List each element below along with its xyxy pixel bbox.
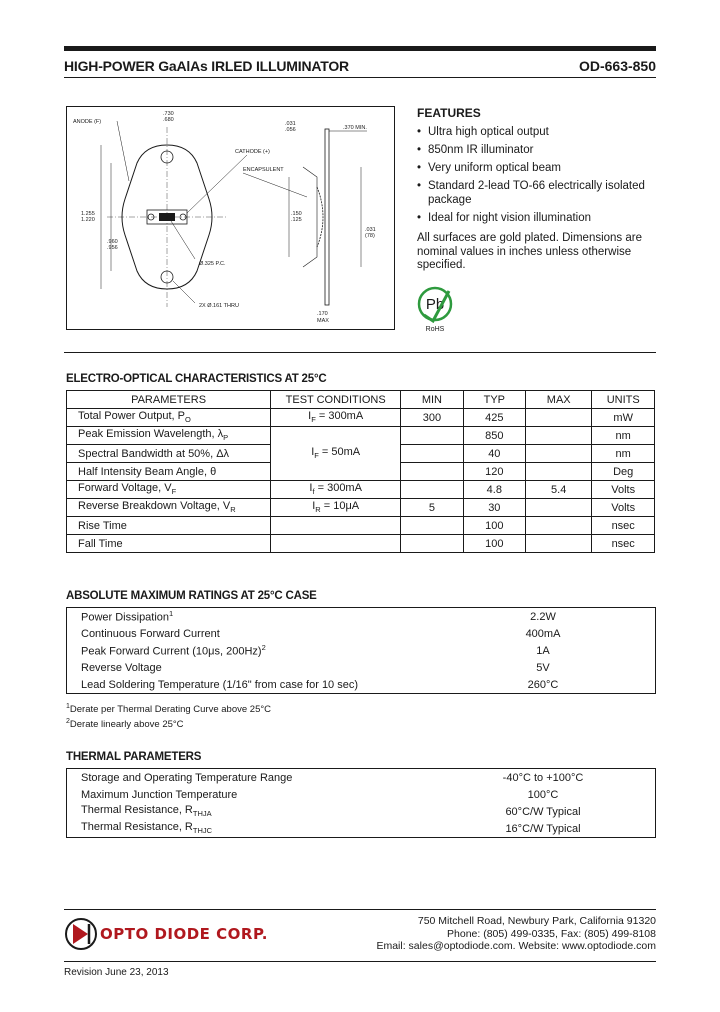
max-cell: [526, 535, 592, 553]
company-logo: [64, 914, 98, 954]
table-row: [67, 463, 655, 481]
units-cell: Volts: [592, 499, 655, 517]
value-cell: 5V: [536, 661, 550, 674]
drawing-dim-thick-2: .056: [285, 127, 296, 133]
part-number: OD-663-850: [578, 58, 656, 74]
units-cell: Deg: [592, 463, 655, 481]
min-cell: [401, 481, 463, 499]
header-cell: TYP: [463, 391, 525, 409]
table-row: [67, 820, 656, 838]
electro-optical-title: ELECTRO-OPTICAL CHARACTERISTICS AT 25°C: [66, 373, 327, 385]
features-list: [417, 126, 662, 230]
param-cell: Spectral Bandwidth at 50%, Δλ: [67, 445, 271, 463]
rohs-badge: [415, 285, 455, 335]
param-cell: Forward Voltage, $V_F$: [67, 481, 271, 499]
drawing-dim-top-2: .680: [163, 117, 174, 123]
feature-item: • 850nm IR illuminator: [417, 144, 662, 158]
min-cell: [401, 427, 463, 445]
value-cell: 2.2W: [530, 610, 556, 623]
document-title: HIGH-POWER GaAlAs IRLED ILLUMINATOR: [64, 58, 349, 74]
rohs-label: RoHS: [425, 326, 445, 333]
header-cell: TEST CONDITIONS: [271, 391, 401, 409]
param-cell: Fall Time: [67, 535, 271, 553]
drawing-dim-thick-1: .031: [285, 121, 296, 127]
units-cell: nsec: [592, 535, 655, 553]
condition-cell: $I_R = 10\mu A$: [271, 499, 401, 517]
value-cell: 260°C: [527, 678, 559, 691]
header-cell: MIN: [401, 391, 463, 409]
header-rule: [64, 77, 656, 78]
max-cell: [526, 499, 592, 517]
feature-item: • Standard 2-lead TO-66 electrically isolated package: [417, 180, 662, 207]
footnote: $^2$Derate linearly above 25°C: [66, 718, 184, 731]
drawing-dim-top-1: .730: [163, 111, 174, 117]
typ-cell: 4.8: [463, 481, 525, 499]
typ-cell: 100: [463, 517, 525, 535]
drawing-dim-encapsulent-2: .125: [291, 217, 302, 223]
table-row: [67, 535, 655, 553]
typ-cell: 425: [463, 409, 525, 427]
absolute-max-title: ABSOLUTE MAXIMUM RATINGS AT 25°C CASE: [66, 590, 317, 602]
diode-logo-icon: [64, 914, 98, 954]
features-note: All surfaces are gold plated. Dimensions are nominal values in inches unless otherwise specified.: [417, 232, 643, 271]
drawing-dim-inner-2: .956: [107, 245, 118, 251]
table-row: [67, 445, 655, 463]
table-row: [67, 608, 656, 626]
footnote: $^1$Derate per Thermal Derating Curve above 25°C: [66, 703, 272, 716]
typ-cell: 40: [463, 445, 525, 463]
contact-info: [376, 915, 656, 953]
table-row: [67, 625, 656, 642]
param-cell: Power Dissipation$^1$: [81, 609, 174, 624]
thermal-table: [66, 768, 656, 838]
drawing-dim-lead: .370 MIN.: [343, 125, 367, 131]
rohs-icon: [415, 285, 455, 335]
feature-item: • Ideal for night vision illumination: [417, 212, 662, 226]
drawing-dim-diameter-1: .031: [365, 227, 376, 233]
table-row: [67, 427, 655, 445]
units-cell: nsec: [592, 517, 655, 535]
table-row: [67, 803, 656, 820]
typ-cell: 30: [463, 499, 525, 517]
drawing-dim-bottom-2: MAX: [317, 318, 329, 324]
value-cell: 400mA: [525, 627, 561, 640]
table-row: [67, 769, 656, 787]
units-cell: Volts: [592, 481, 655, 499]
min-cell: [401, 463, 463, 481]
table-row: [67, 499, 655, 517]
table-row: [67, 642, 656, 659]
table-row: [67, 481, 655, 499]
table-header-row: [67, 391, 655, 409]
max-cell: [526, 463, 592, 481]
max-cell: [526, 409, 592, 427]
drawing-dim-diameter-2: (78): [365, 233, 375, 239]
footer-rule: [64, 909, 656, 910]
condition-cell: [271, 463, 401, 481]
thermal-title: THERMAL PARAMETERS: [66, 751, 202, 763]
footer-rule-bottom: [64, 961, 656, 962]
email-website: Email: sales@optodiode.com. Website: www.optodiode.com: [376, 940, 656, 952]
drawing-label-cathode: CATHODE (+): [235, 149, 270, 155]
typ-cell: 850: [463, 427, 525, 445]
param-cell: Rise Time: [67, 517, 271, 535]
typ-cell: 100: [463, 535, 525, 553]
value-cell: 16°C/W Typical: [505, 822, 581, 835]
revision-date: Revision June 23, 2013: [64, 967, 169, 978]
footnotes: [66, 701, 271, 731]
condition-cell: [271, 517, 401, 535]
table-row: [67, 659, 656, 676]
param-cell: Thermal Resistance, $R_{THJC}$: [81, 821, 213, 836]
value-cell: 100°C: [527, 788, 559, 801]
typ-cell: 120: [463, 463, 525, 481]
drawing-dim-bottom-1: .170: [317, 311, 328, 317]
param-cell: Total Power Output, $P_O$: [67, 409, 271, 427]
max-cell: 5.4: [526, 481, 592, 499]
drawing-dim-height-1: 1.255: [81, 211, 95, 217]
condition-cell: $I_F = 300mA$: [271, 409, 401, 427]
condition-cell: [271, 427, 401, 445]
min-cell: [401, 535, 463, 553]
units-cell: mW: [592, 409, 655, 427]
param-cell: Maximum Junction Temperature: [81, 788, 238, 801]
value-cell: -40°C to +100°C: [502, 771, 584, 784]
drawing-dim-height-2: 1.220: [81, 217, 95, 223]
company-name: OPTO DIODE CORP.: [100, 925, 268, 943]
drawing-label-anode: ANODE (F): [73, 119, 102, 125]
header-cell: PARAMETERS: [67, 391, 271, 409]
drawing-dim-encapsulent-1: .150: [291, 211, 302, 217]
phone-fax: Phone: (805) 499-0335, Fax: (805) 499-8108: [447, 927, 656, 940]
min-cell: [401, 517, 463, 535]
table-row: [67, 409, 655, 427]
rohs-symbol: Pb: [425, 296, 445, 313]
param-cell: Thermal Resistance, $R_{THJA}$: [81, 804, 212, 819]
feature-item: • Ultra high optical output: [417, 126, 662, 140]
table-row: [67, 676, 656, 694]
param-cell: Peak Emission Wavelength, $\lambda_P$: [67, 427, 271, 445]
param-cell: Continuous Forward Current: [81, 627, 220, 640]
section-rule: [64, 352, 656, 353]
mechanical-drawing: [66, 106, 395, 330]
value-cell: 1A: [536, 644, 550, 657]
condition-cell: $I_f = 300mA$: [271, 481, 401, 499]
drawing-dim-inner-1: .960: [107, 239, 118, 245]
table-row: [67, 786, 656, 803]
param-cell: Lead Soldering Temperature (1/16" from case for 10 sec): [81, 678, 359, 691]
absolute-max-table: [66, 607, 656, 694]
header-top-bar: [64, 46, 656, 51]
condition-cell: $I_F = 50mA$: [271, 445, 401, 463]
param-cell: Storage and Operating Temperature Range: [81, 771, 293, 784]
min-cell: [401, 445, 463, 463]
param-cell: Reverse Voltage: [81, 661, 162, 674]
drawing-label-encapsulent: ENCAPSULENT: [243, 167, 284, 173]
units-cell: nm: [592, 427, 655, 445]
min-cell: 5: [401, 499, 463, 517]
min-cell: 300: [401, 409, 463, 427]
electro-optical-table: [66, 390, 655, 553]
package-outline-drawing: [67, 107, 394, 329]
param-cell: Reverse Breakdown Voltage, $V_R$: [67, 499, 271, 517]
drawing-label-holes: 2X Ø.161 THRU: [199, 303, 239, 309]
features-title: FEATURES: [417, 106, 481, 120]
feature-item: • Very uniform optical beam: [417, 162, 662, 176]
units-cell: nm: [592, 445, 655, 463]
max-cell: [526, 427, 592, 445]
drawing-label-pcd: Ø.325 P.C.: [199, 261, 226, 267]
header-cell: UNITS: [592, 391, 655, 409]
table-row: [67, 517, 655, 535]
condition-cell: [271, 535, 401, 553]
param-cell: Peak Forward Current (10μs, 200Hz)$^2$: [81, 643, 266, 658]
value-cell: 60°C/W Typical: [505, 805, 581, 818]
param-cell: Half Intensity Beam Angle, θ: [67, 463, 271, 481]
address: 750 Mitchell Road, Newbury Park, California 91320: [417, 915, 656, 927]
max-cell: [526, 445, 592, 463]
max-cell: [526, 517, 592, 535]
header-cell: MAX: [526, 391, 592, 409]
